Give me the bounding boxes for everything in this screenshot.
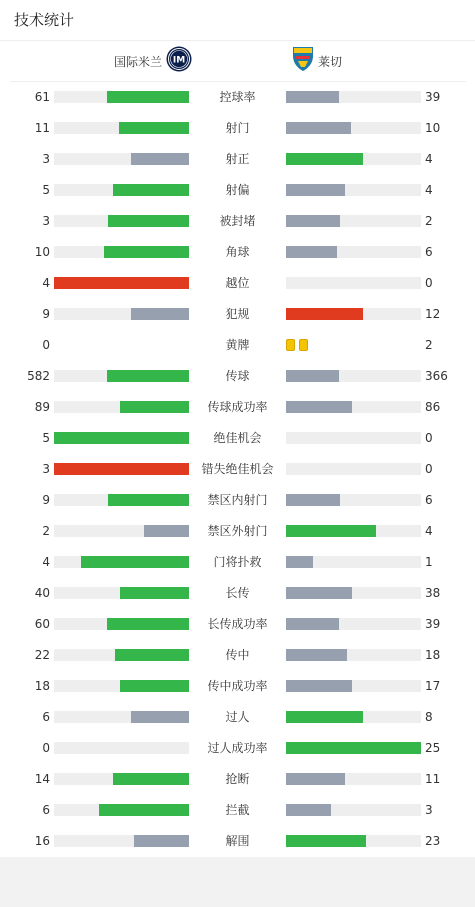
away-stat-bar-fill [286, 804, 331, 816]
home-stat-bar-fill [108, 494, 189, 506]
home-stat-bar [54, 680, 189, 692]
away-stat-bar [286, 618, 421, 630]
home-stat-value: 0 [42, 338, 50, 352]
home-stat-bar [54, 649, 189, 661]
stat-label: 射门 [225, 121, 250, 135]
away-stat-bar [286, 277, 421, 289]
away-stat-value: 12 [425, 307, 441, 321]
home-stat-value: 4 [42, 276, 50, 290]
stat-row [0, 82, 475, 113]
away-stat-bar-fill [286, 153, 363, 165]
away-stat-bar [286, 215, 421, 227]
stat-row [0, 113, 475, 144]
away-stat-value: 8 [425, 710, 433, 724]
svg-text:IM: IM [172, 55, 186, 66]
home-stat-bar-fill [54, 277, 189, 289]
home-stat-bar-fill [131, 153, 189, 165]
away-stat-bar [286, 246, 421, 258]
away-yellow-cards [286, 339, 312, 352]
away-stat-bar [286, 742, 421, 754]
yellow-card-icon [299, 339, 308, 351]
away-stat-bar-fill [286, 773, 345, 785]
away-team[interactable] [292, 48, 342, 74]
away-stat-value: 1 [425, 555, 433, 569]
away-stat-value: 2 [425, 214, 433, 228]
away-stat-value: 4 [425, 183, 433, 197]
away-stat-value: 4 [425, 524, 433, 538]
away-stat-value: 86 [425, 400, 441, 414]
stat-label: 越位 [225, 276, 250, 290]
away-stat-value: 25 [425, 741, 441, 755]
home-stat-bar [54, 804, 189, 816]
stat-label: 传中 [225, 648, 250, 662]
stat-row [0, 392, 475, 423]
stat-row [0, 485, 475, 516]
home-stat-bar [54, 277, 189, 289]
away-stat-bar-fill [286, 401, 352, 413]
stat-label: 传中成功率 [207, 679, 268, 693]
stat-row [0, 175, 475, 206]
home-stat-bar-fill [104, 246, 189, 258]
home-team-name: 国际米兰 [114, 54, 163, 69]
stat-label: 犯规 [225, 307, 250, 321]
away-stat-value: 23 [425, 834, 441, 848]
home-stat-value: 16 [34, 834, 50, 848]
home-stat-value: 60 [34, 617, 50, 631]
yellow-card-icon [286, 339, 295, 351]
away-stat-bar [286, 494, 421, 506]
stat-label: 禁区外射门 [207, 524, 268, 538]
stat-label: 抢断 [225, 772, 250, 786]
home-team[interactable] [114, 48, 192, 74]
home-stat-value: 2 [42, 524, 50, 538]
home-stat-value: 10 [34, 245, 50, 259]
home-stat-value: 3 [42, 152, 50, 166]
stat-label: 传球成功率 [207, 400, 268, 414]
home-stat-value: 3 [42, 214, 50, 228]
away-stat-bar [286, 525, 421, 537]
stat-row [0, 206, 475, 237]
away-stat-value: 6 [425, 245, 433, 259]
home-stat-bar [54, 370, 189, 382]
home-stat-bar-fill [134, 835, 189, 847]
stat-label: 禁区内射门 [207, 493, 268, 507]
stat-row [0, 423, 475, 454]
home-stat-bar-fill [113, 184, 189, 196]
home-stat-value: 0 [42, 741, 50, 755]
away-stat-bar-fill [286, 835, 366, 847]
stat-label: 射偏 [225, 183, 250, 197]
home-stat-value: 4 [42, 555, 50, 569]
home-stat-value: 9 [42, 493, 50, 507]
home-stat-bar [54, 494, 189, 506]
home-stat-bar [54, 835, 189, 847]
home-stat-bar-fill [131, 308, 189, 320]
away-stat-bar [286, 463, 421, 475]
away-stat-bar [286, 587, 421, 599]
home-stat-value: 61 [34, 90, 50, 104]
home-stat-bar-fill [113, 773, 189, 785]
away-stat-bar-fill [286, 246, 337, 258]
home-stat-bar-fill [54, 463, 189, 475]
away-stat-bar [286, 773, 421, 785]
away-team-name: 莱切 [318, 54, 343, 69]
stat-row [0, 702, 475, 733]
home-stat-bar-fill [108, 215, 189, 227]
stat-row [0, 640, 475, 671]
stat-row [0, 361, 475, 392]
away-stat-bar [286, 711, 421, 723]
home-stat-value: 582 [27, 369, 50, 383]
home-stat-bar [54, 308, 189, 320]
stat-row [0, 144, 475, 175]
stats-list [0, 82, 475, 857]
away-stat-bar-fill [286, 215, 340, 227]
away-stat-value: 39 [425, 90, 441, 104]
home-stat-bar [54, 153, 189, 165]
stat-label: 过人 [225, 710, 250, 724]
stat-label: 过人成功率 [207, 741, 268, 755]
stat-row [0, 268, 475, 299]
page-title: 技术统计 [14, 11, 75, 29]
stat-label: 角球 [225, 245, 250, 259]
stat-label: 绝佳机会 [213, 431, 262, 445]
away-stat-bar-fill [286, 556, 313, 568]
home-stat-bar [54, 246, 189, 258]
stat-label: 解围 [225, 834, 250, 848]
stat-row [0, 330, 475, 361]
away-stat-bar-fill [286, 184, 345, 196]
away-stat-bar [286, 804, 421, 816]
stat-row [0, 299, 475, 330]
home-stat-bar [54, 215, 189, 227]
home-stat-bar [54, 773, 189, 785]
away-stat-bar-fill [286, 308, 363, 320]
stat-row [0, 671, 475, 702]
home-stat-bar [54, 525, 189, 537]
away-stat-value: 18 [425, 648, 441, 662]
away-stat-bar [286, 91, 421, 103]
home-stat-bar-fill [107, 618, 189, 630]
stat-row [0, 578, 475, 609]
away-stat-bar [286, 556, 421, 568]
away-stat-value: 0 [425, 431, 433, 445]
home-stat-bar-fill [119, 122, 189, 134]
away-stat-bar [286, 680, 421, 692]
away-stat-bar-fill [286, 711, 363, 723]
teams-header [0, 41, 475, 81]
away-stat-value: 11 [425, 772, 441, 786]
away-stat-bar [286, 308, 421, 320]
home-stat-bar [54, 463, 189, 475]
stat-label: 长传 [225, 586, 250, 600]
away-stat-bar [286, 184, 421, 196]
stat-row [0, 454, 475, 485]
home-stat-value: 9 [42, 307, 50, 321]
away-stat-value: 4 [425, 152, 433, 166]
away-stat-value: 10 [425, 121, 441, 135]
home-stat-bar-fill [120, 587, 189, 599]
stat-label: 黄牌 [225, 338, 250, 352]
home-stat-value: 6 [42, 710, 50, 724]
home-stat-bar-fill [99, 804, 189, 816]
away-stat-bar [286, 432, 421, 444]
stat-row [0, 547, 475, 578]
stat-label: 被封堵 [219, 214, 256, 228]
home-stat-bar [54, 742, 189, 754]
home-stat-bar [54, 184, 189, 196]
home-stat-value: 40 [34, 586, 50, 600]
away-stat-bar [286, 122, 421, 134]
away-stat-bar-fill [286, 618, 339, 630]
home-stat-value: 22 [34, 648, 50, 662]
away-stat-bar-fill [286, 494, 340, 506]
home-stat-value: 6 [42, 803, 50, 817]
home-stat-bar-fill [107, 91, 189, 103]
away-stat-value: 38 [425, 586, 441, 600]
stat-row [0, 609, 475, 640]
home-stat-bar [54, 711, 189, 723]
home-stat-bar-fill [54, 432, 189, 444]
home-stat-bar [54, 618, 189, 630]
away-stat-value: 3 [425, 803, 433, 817]
stat-row [0, 764, 475, 795]
home-stat-bar-fill [81, 556, 189, 568]
stat-label: 射正 [225, 152, 250, 166]
home-stat-value: 11 [34, 121, 50, 135]
home-stat-value: 5 [42, 183, 50, 197]
stat-label: 长传成功率 [207, 617, 268, 631]
away-stat-value: 2 [425, 338, 433, 352]
home-stat-bar [54, 401, 189, 413]
home-stat-value: 89 [34, 400, 50, 414]
home-stat-bar [54, 556, 189, 568]
home-stat-value: 14 [34, 772, 50, 786]
away-stat-value: 366 [425, 369, 448, 383]
home-stat-bar-fill [144, 525, 189, 537]
away-stat-bar [286, 401, 421, 413]
home-stat-value: 3 [42, 462, 50, 476]
away-stat-value: 39 [425, 617, 441, 631]
home-stat-bar [54, 91, 189, 103]
home-stat-bar-fill [120, 680, 189, 692]
stat-row [0, 826, 475, 857]
stat-row [0, 516, 475, 547]
home-stat-value: 18 [34, 679, 50, 693]
stat-row [0, 237, 475, 268]
inter-milan-crest-icon [166, 46, 192, 76]
stat-row [0, 733, 475, 764]
home-stat-bar [54, 122, 189, 134]
away-stat-bar-fill [286, 587, 352, 599]
away-stat-bar-fill [286, 680, 352, 692]
away-stat-bar-fill [286, 525, 376, 537]
lecce-crest-icon [292, 46, 314, 76]
home-stat-bar-fill [115, 649, 189, 661]
home-stat-bar-fill [131, 711, 189, 723]
away-stat-bar [286, 153, 421, 165]
stat-label: 控球率 [219, 90, 256, 104]
stat-row [0, 795, 475, 826]
away-stat-bar-fill [286, 91, 339, 103]
home-stat-value: 5 [42, 431, 50, 445]
away-stat-bar-fill [286, 370, 339, 382]
away-stat-bar [286, 835, 421, 847]
away-stat-bar [286, 649, 421, 661]
away-stat-value: 17 [425, 679, 441, 693]
home-stat-bar [54, 432, 189, 444]
away-stat-bar-fill [286, 742, 421, 754]
stat-label: 错失绝佳机会 [201, 462, 274, 476]
stat-label: 门将扑救 [213, 555, 262, 569]
away-stat-value: 0 [425, 276, 433, 290]
away-stat-bar-fill [286, 649, 347, 661]
home-stat-bar-fill [120, 401, 189, 413]
away-stat-bar-fill [286, 122, 351, 134]
away-stat-bar [286, 370, 421, 382]
stat-label: 拦截 [225, 803, 250, 817]
home-stat-bar [54, 587, 189, 599]
away-stat-value: 6 [425, 493, 433, 507]
away-stat-value: 0 [425, 462, 433, 476]
home-stat-bar-fill [107, 370, 189, 382]
stat-label: 传球 [225, 369, 250, 383]
